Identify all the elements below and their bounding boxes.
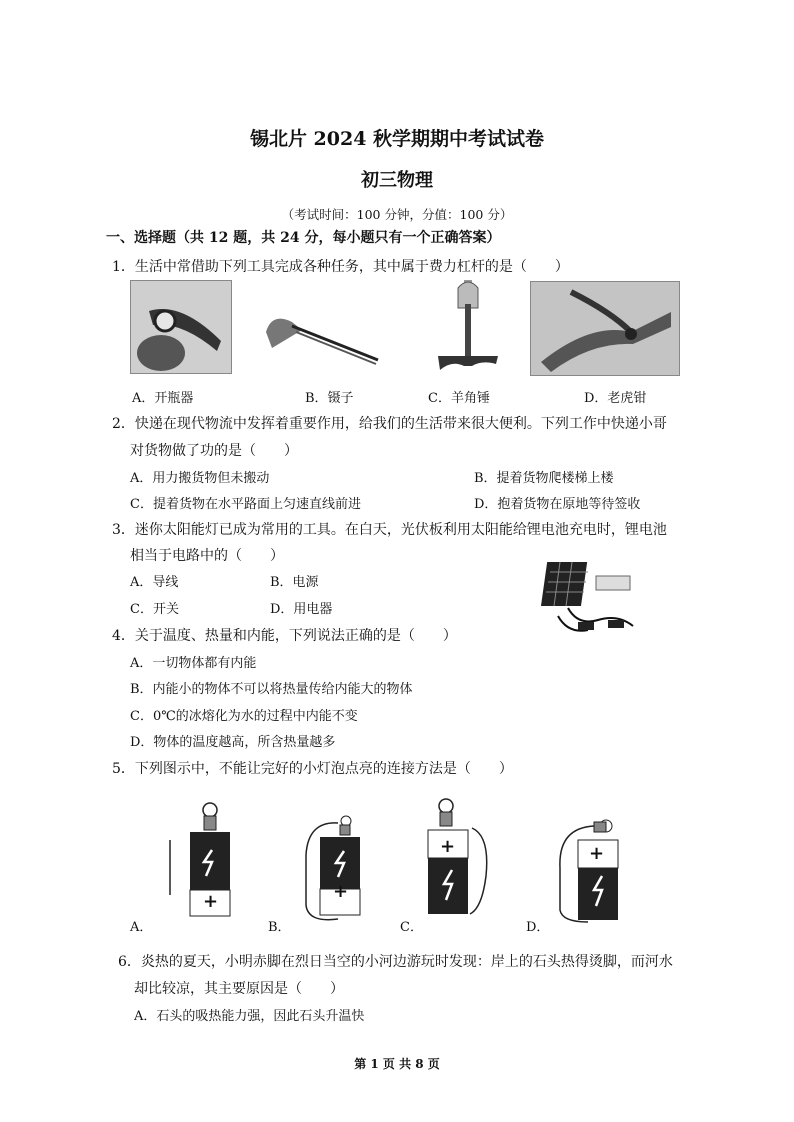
q2-stem-line2: 对货物做了功的是（ ） <box>130 443 298 459</box>
q6-stem-line1: 6．炎热的夏天，小明赤脚在烈日当空的小河边游玩时发现：岸上的石头热得烫脚，而河水 <box>118 954 673 970</box>
q3-option-a: A．导线 <box>130 575 179 590</box>
solar-lamp-image <box>538 556 640 644</box>
exam-info: （考试时间：100 分钟，分值：100 分） <box>281 207 513 222</box>
q4-option-d: D．物体的温度越高，所含热量越多 <box>130 735 336 750</box>
q5-option-c: C． <box>400 920 423 935</box>
q3-option-c: C．开关 <box>130 602 179 617</box>
claw-hammer-image <box>432 280 502 378</box>
circuit-c-plus: + <box>440 836 456 857</box>
q3-option-d: D．用电器 <box>270 602 333 617</box>
q5-option-a: A． <box>130 920 153 935</box>
q3-stem-line2: 相当于电路中的（ ） <box>130 548 284 564</box>
circuit-b-plus: + <box>333 881 349 902</box>
q5-stem: 5．下列图示中，不能让完好的小灯泡点亮的连接方法是（ ） <box>112 761 513 777</box>
q3-stem-line1: 3．迷你太阳能灯已成为常用的工具。在白天，光伏板利用太阳能给锂电池充电时，锂电池 <box>112 522 667 538</box>
tweezers-image <box>262 292 382 367</box>
q1-option-b: B．镊子 <box>305 391 354 406</box>
circuit-c-image <box>420 796 500 924</box>
page-number: 第 1 页 共 8 页 <box>354 1057 440 1071</box>
q1-option-c: C．羊角锤 <box>428 391 490 406</box>
section-title: 一、选择题（共 12 题，共 24 分，每小题只有一个正确答案） <box>106 230 501 246</box>
q4-option-b: B．内能小的物体不可以将热量传给内能大的物体 <box>130 682 413 697</box>
pliers-image <box>530 281 680 376</box>
q4-option-a: A．一切物体都有内能 <box>130 656 257 671</box>
q1-stem: 1．生活中常借助下列工具完成各种任务，其中属于费力杠杆的是（ ） <box>112 259 569 275</box>
q1-option-a: A．开瓶器 <box>132 391 194 406</box>
exam-subject: 初三物理 <box>361 170 433 191</box>
q6-option-a: A．石头的吸热能力强，因此石头升温快 <box>134 1009 365 1024</box>
q4-stem: 4．关于温度、热量和内能，下列说法正确的是（ ） <box>112 628 457 644</box>
q2-option-a: A．用力搬货物但未搬动 <box>130 471 270 486</box>
circuit-b-image <box>298 815 378 927</box>
q5-option-d: D． <box>526 920 550 935</box>
q4-option-c: C．0℃的冰熔化为水的过程中内能不变 <box>130 709 358 724</box>
q2-stem-line1: 2．快递在现代物流中发挥着重要作用，给我们的生活带来很大便利。下列工作中快递小哥 <box>112 416 667 432</box>
q2-option-b: B．提着货物爬楼梯上楼 <box>474 471 614 486</box>
circuit-d-image <box>548 818 634 928</box>
q1-option-d: D．老虎钳 <box>584 391 647 406</box>
q2-option-d: D．抱着货物在原地等待签收 <box>474 497 641 512</box>
q5-option-b: B． <box>268 920 291 935</box>
q3-option-b: B．电源 <box>270 575 319 590</box>
circuit-a-plus: + <box>203 891 219 912</box>
q2-option-c: C．提着货物在水平路面上匀速直线前进 <box>130 497 361 512</box>
circuit-d-plus: + <box>589 843 605 864</box>
bottle-opener-image <box>130 280 232 374</box>
q6-stem-line2: 却比较凉，其主要原因是（ ） <box>134 981 344 997</box>
exam-title: 锡北片 2024 秋学期期中考试试卷 <box>249 128 545 150</box>
